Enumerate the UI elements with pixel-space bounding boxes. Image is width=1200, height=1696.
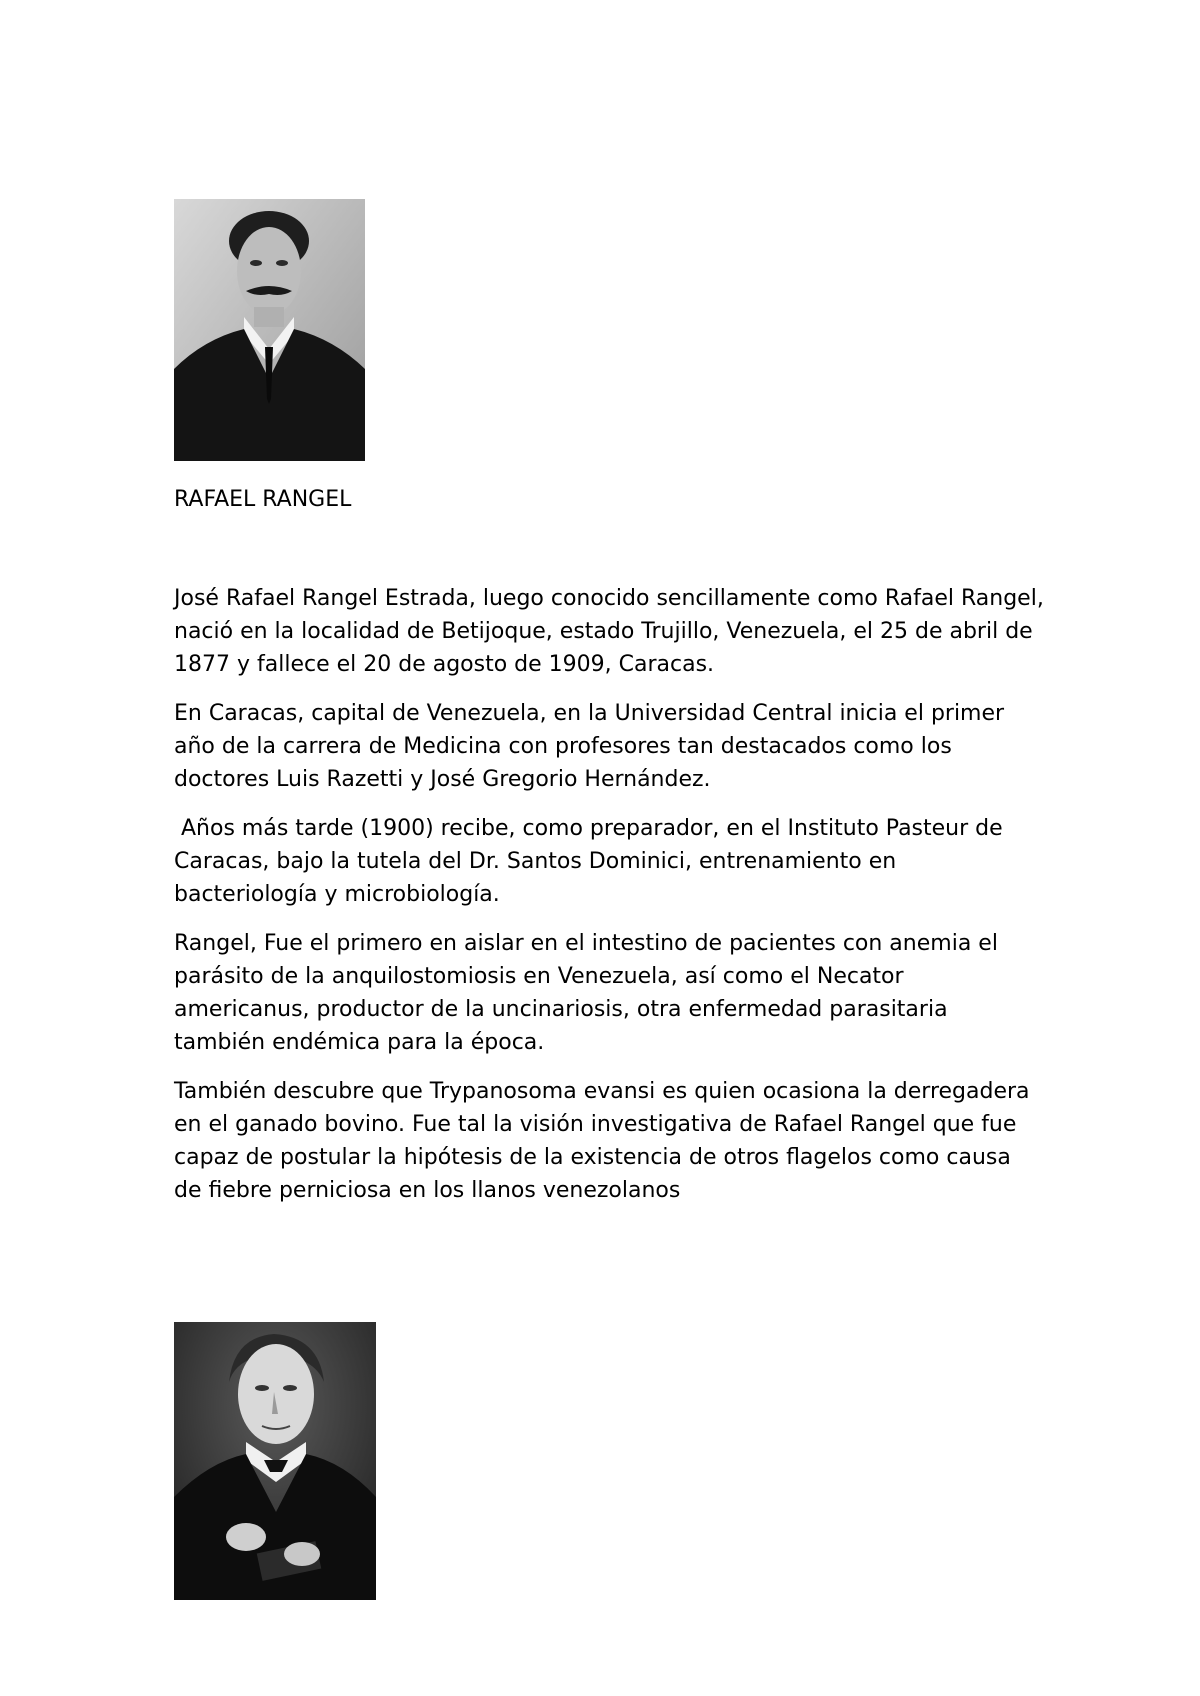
paragraph-discoveries: Rangel, Fue el primero en aislar en el intestino de pacientes con anemia el parásito de la anquilostomiosis en Venezuela, así como el Necator americanus, productor de la uncinariosis, otra enfermedad parasitaria también endémica para la época.: [174, 931, 998, 1055]
paragraph-trypanosoma: También descubre que Trypanosoma evansi es quien ocasiona la derregadera en el ganado bovino. Fue tal la visión investigativa de Rafael Rangel que fue capaz de postular la hipótesis de la existencia de otros flagelos como causa de fiebre perniciosa en los llanos venezolanos: [174, 1079, 1030, 1203]
paragraph-birth: José Rafael Rangel Estrada, luego conocido sencillamente como Rafael Rangel, nació en la localidad de Betijoque, estado Trujillo, Venezuela, el 25 de abril de 1877 y fallece el 20 de agosto de 1909, Caracas.: [174, 586, 1044, 677]
page-title: RAFAEL RANGEL: [174, 487, 352, 512]
paragraph-pasteur-institute: Años más tarde (1900) recibe, como preparador, en el Instituto Pasteur de Caracas, bajo la tutela del Dr. Santos Dominici, entrenamiento en bacteriología y microbiología.: [174, 816, 1010, 907]
portrait-photo-top-image: [174, 199, 365, 461]
portrait-photo-bottom-image: [174, 1322, 376, 1600]
paragraph-education: En Caracas, capital de Venezuela, en la Universidad Central inicia el primer año de la carrera de Medicina con profesores tan destacados como los doctores Luis Razetti y José Gregorio Hernández.: [174, 701, 1005, 792]
portrait-photo-top: [174, 199, 365, 461]
portrait-photo-bottom: [174, 1322, 376, 1600]
body-text: [174, 582, 1044, 1223]
